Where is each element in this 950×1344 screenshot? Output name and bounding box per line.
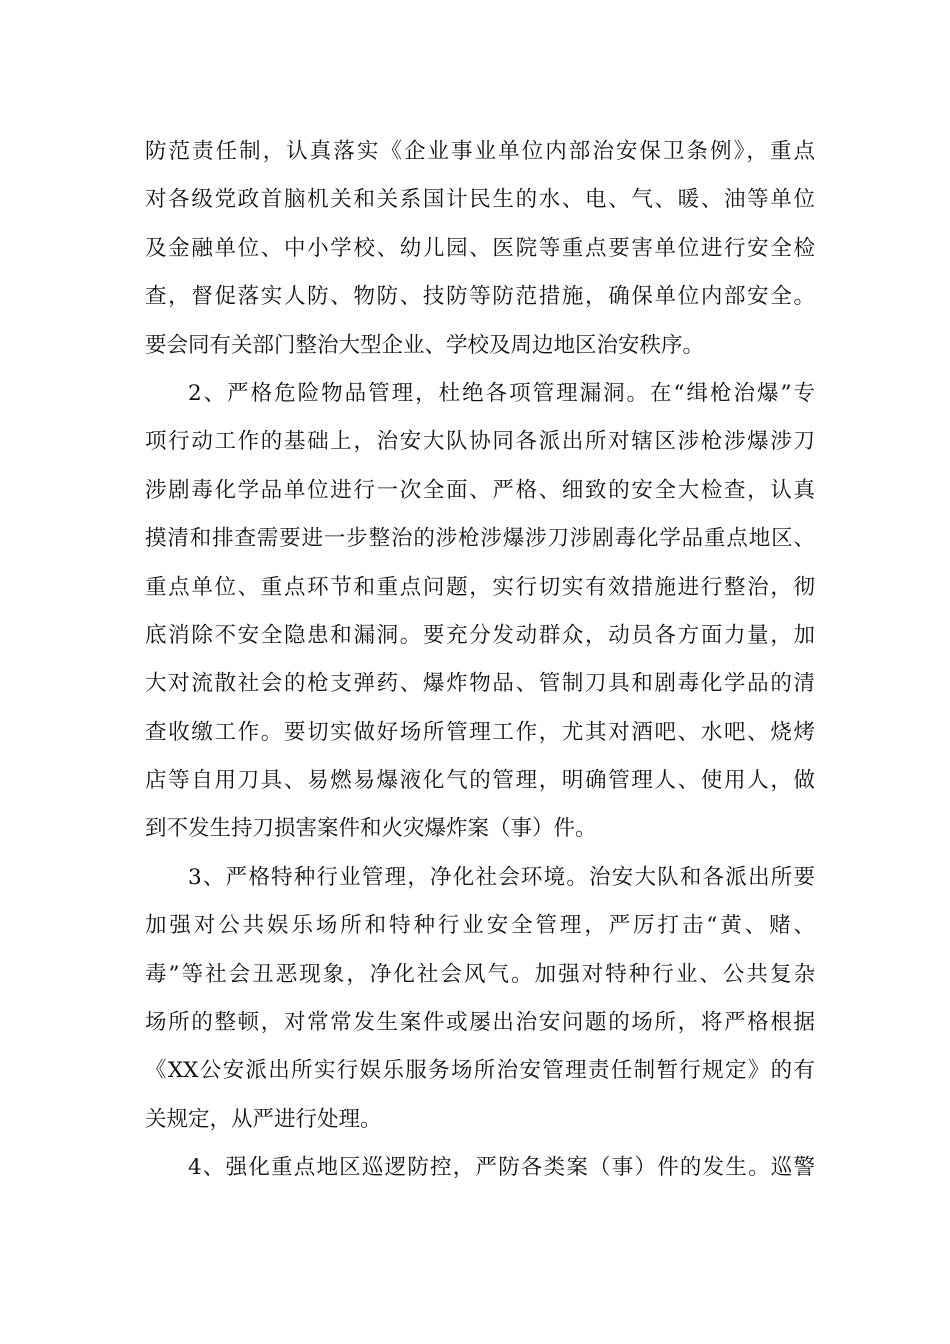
paragraph-first-line: 3、严格特种行业管理，净化社会环境。治安大队和各派出所要 (188, 864, 815, 890)
text-line: 底消除不安全隐患和漏洞。要充分发动群众，动员各方面力量，加 (145, 622, 815, 648)
text-line: 涉剧毒化学品单位进行一次全面、严格、细致的安全大检查，认真 (145, 477, 815, 503)
text-line: 场所的整顿，对常常发生案件或屡出治安问题的场所，将严格根据 (145, 1010, 815, 1036)
paragraph-last-line: 关规定，从严进行处理。 (145, 1106, 382, 1132)
text-line: 查收缴工作。要切实做好场所管理工作，尤其对酒吧、水吧、烧烤 (145, 719, 815, 745)
text-line: 对各级党政首脑机关和关系国计民生的水、电、气、暖、油等单位 (145, 187, 815, 213)
text-line: 《XX公安派出所实行娱乐服务场所治安管理责任制暂行规定》的有 (145, 1058, 815, 1084)
text-line: 重点单位、重点环节和重点问题，实行切实有效措施进行整治，彻 (145, 574, 815, 600)
text-line: 大对流散社会的枪支弹药、爆炸物品、管制刀具和剧毒化学品的清 (145, 671, 815, 697)
text-line: 加强对公共娱乐场所和特种行业安全管理，严厉打击“黄、赌、 (145, 913, 815, 939)
text-line: 摸清和排查需要进一步整治的涉枪涉爆涉刀涉剧毒化学品重点地区、 (145, 526, 815, 552)
text-line: 项行动工作的基础上，治安大队协同各派出所对辖区涉枪涉爆涉刀 (145, 429, 815, 455)
paragraph-last-line: 要会同有关部门整治大型企业、学校及周边地区治安秩序。 (145, 332, 705, 358)
text-line: 毒”等社会丑恶现象，净化社会风气。加强对特种行业、公共复杂 (145, 961, 815, 987)
paragraph-last-line: 到不发生持刀损害案件和火灾爆炸案（事）件。 (145, 816, 597, 842)
text-line: 防范责任制，认真落实《企业事业单位内部治安保卫条例》，重点 (145, 139, 815, 164)
text-line: 查，督促落实人防、物防、技防等防范措施，确保单位内部安全。 (145, 284, 815, 310)
paragraph-first-line: 4、强化重点地区巡逻防控，严防各类案（事）件的发生。巡警 (188, 1155, 815, 1181)
text-line: 店等自用刀具、易燃易爆液化气的管理，明确管理人、使用人，做 (145, 768, 815, 794)
text-line: 及金融单位、中小学校、幼儿园、医院等重点要害单位进行安全检 (145, 235, 815, 261)
paragraph-first-line: 2、严格危险物品管理，杜绝各项管理漏洞。在“缉枪治爆”专 (188, 380, 815, 406)
document-body (145, 128, 815, 1193)
